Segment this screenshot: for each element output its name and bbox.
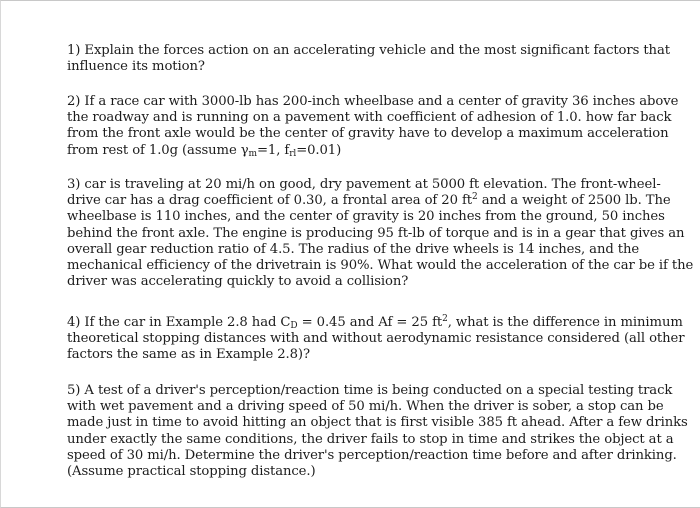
question-2-text: =0.01) [296, 142, 342, 158]
question-5-line: under exactly the same conditions, the driver fails to stop in time and strikes the object at a [67, 431, 674, 447]
question-2-text: from rest of 1.0g (assume [67, 142, 241, 158]
question-4-line: factors the same as in Example 2.8)? [67, 347, 310, 363]
question-3 [67, 177, 694, 290]
f-subscript: rl [289, 148, 297, 159]
question-5-line: 5) A test of a driver's perception/reaction time is being conducted on a special testing track [67, 383, 673, 398]
question-4 [67, 314, 685, 364]
question-4-line [67, 314, 683, 331]
question-3-text: and a weight of 2500 lb. The [477, 193, 671, 209]
question-3-line: wheelbase is 110 inches, and the center of gravity is 20 inches from the ground, 50 inches [67, 209, 665, 225]
question-1-line: influence its motion? [67, 59, 205, 75]
question-5-line: speed of 30 mi/h. Determine the driver's perception/reaction time before and after drinking. [67, 447, 677, 463]
question-2-line: from the front axle would be the center of gravity have to develop a maximum acceleration [67, 126, 669, 142]
question-5 [67, 383, 688, 480]
question-5-line: made just in time to avoid hitting an object that is first visible 385 ft ahead. After a few drinks [67, 415, 688, 431]
question-4-line: theoretical stopping distances with and without aerodynamic resistance considered (all other [67, 331, 685, 347]
question-5-line: with wet pavement and a driving speed of 50 mi/h. When the driver is sober, a stop can be [67, 399, 664, 415]
question-2-text: =1, f [256, 142, 290, 158]
question-3-line: mechanical efficiency of the drivetrain is 90%. What would the acceleration of the car be if the [67, 258, 694, 274]
question-4-text: = 0.45 and Af = 25 ft [297, 315, 443, 330]
question-3-line: overall gear reduction ratio of 4.5. The radius of the drive wheels is 14 inches, and the [67, 241, 640, 257]
question-2-line: the roadway and is running on a pavement with coefficient of adhesion of 1.0. how far back [67, 110, 672, 126]
question-3-line [67, 192, 671, 209]
question-2-last-line [67, 143, 637, 159]
question-4-text: , what is the difference in minimum [447, 315, 683, 330]
question-4-text: 4) If the car in Example 2.8 had C [67, 315, 291, 330]
question-5-line: (Assume practical stopping distance.) [67, 464, 316, 480]
superscript: 2 [471, 192, 478, 203]
question-2 [67, 94, 679, 159]
gamma-subscript: m [248, 148, 257, 159]
question-2-line: 2) If a race car with 3000-lb has 200-inch wheelbase and a center of gravity 36 inches above [67, 94, 679, 109]
question-1-line: 1) Explain the forces action on an accelerating vehicle and the most significant factors that [67, 43, 670, 58]
superscript: 2 [442, 314, 448, 324]
question-3-line: behind the front axle. The engine is producing 95 ft-lb of torque and is in a gear that gives an [67, 225, 685, 241]
question-1 [67, 43, 670, 75]
question-3-line: 3) car is traveling at 20 mi/h on good, dry pavement at 5000 ft elevation. The front-wheel- [67, 177, 661, 192]
question-3-line: driver was accelerating quickly to avoid a collision? [67, 274, 409, 290]
question-3-text: drive car has a drag coefficient of 0.30, a frontal area of 20 ft [67, 193, 472, 209]
cd-subscript: D [290, 321, 298, 331]
gamma-symbol: γ [240, 142, 249, 158]
